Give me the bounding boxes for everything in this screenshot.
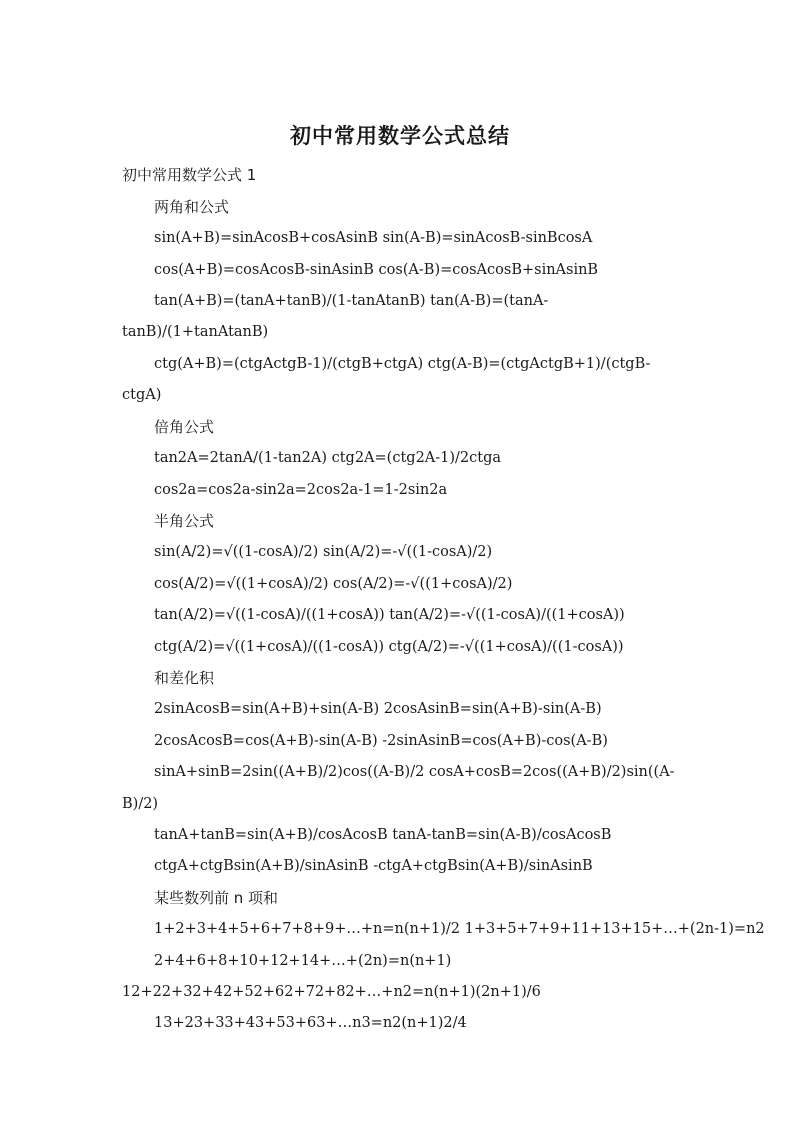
formula-line: 13+23+33+43+53+63+…n3=n2(n+1)2/4: [154, 1015, 467, 1031]
formula-line: 2sinAcosB=sin(A+B)+sin(A-B) 2cosAsinB=sin(A+B)-sin(A-B): [154, 701, 602, 717]
formula-line-continued: tanB)/(1+tanAtanB): [122, 324, 269, 340]
subheading-series-sums: 某些数列前 n 项和: [154, 889, 279, 907]
subheading-sum-to-product: 和差化积: [154, 669, 215, 687]
formula-line: tan(A+B)=(tanA+tanB)/(1-tanAtanB) tan(A-B)=(tanA-: [154, 293, 549, 309]
formula-line: sin(A/2)=√((1-cosA)/2) sin(A/2)=-√((1-cosA)/2): [154, 544, 493, 560]
formula-line: 2+4+6+8+10+12+14+…+(2n)=n(n+1): [154, 953, 452, 969]
formula-line: tanA+tanB=sin(A+B)/cosAcosB tanA-tanB=sin(A-B)/cosAcosB: [154, 827, 612, 843]
formula-line: ctg(A+B)=(ctgActgB-1)/(ctgB+ctgA) ctg(A-B)=(ctgActgB+1)/(ctgB-: [154, 356, 651, 372]
formula-line: sin(A+B)=sinAcosB+cosAsinB sin(A-B)=sinAcosB-sinBcosA: [154, 230, 593, 246]
subheading-sum-formulas: 两角和公式: [154, 198, 230, 216]
formula-line: tan(A/2)=√((1-cosA)/((1+cosA)) tan(A/2)=-√((1-cosA)/((1+cosA)): [154, 607, 625, 623]
formula-line-continued: ctgA): [122, 387, 162, 403]
subheading-half-angle: 半角公式: [154, 512, 215, 530]
formula-line: ctgA+ctgBsin(A+B)/sinAsinB -ctgA+ctgBsin(A+B)/sinAsinB: [154, 858, 593, 874]
formula-line: 1+2+3+4+5+6+7+8+9+…+n=n(n+1)/2 1+3+5+7+9+11+13+15+…+(2n-1)=n2: [154, 921, 765, 937]
formula-line: 12+22+32+42+52+62+72+82+…+n2=n(n+1)(2n+1)/6: [122, 984, 541, 1000]
section-title: 初中常用数学公式 1: [122, 166, 257, 184]
formula-line: tan2A=2tanA/(1-tan2A) ctg2A=(ctg2A-1)/2ctga: [154, 450, 502, 466]
formula-line-continued: B)/2): [122, 796, 159, 812]
subheading-double-angle: 倍角公式: [154, 418, 215, 436]
formula-line: 2cosAcosB=cos(A+B)-sin(A-B) -2sinAsinB=cos(A+B)-cos(A-B): [154, 733, 608, 749]
formula-line: cos(A+B)=cosAcosB-sinAsinB cos(A-B)=cosAcosB+sinAsinB: [154, 262, 599, 278]
formula-line: ctg(A/2)=√((1+cosA)/((1-cosA)) ctg(A/2)=-√((1+cosA)/((1-cosA)): [154, 639, 624, 655]
formula-line: sinA+sinB=2sin((A+B)/2)cos((A-B)/2 cosA+cosB=2cos((A+B)/2)sin((A-: [154, 764, 675, 780]
formula-line: cos(A/2)=√((1+cosA)/2) cos(A/2)=-√((1+cosA)/2): [154, 576, 513, 592]
formula-line: cos2a=cos2a-sin2a=2cos2a-1=1-2sin2a: [154, 482, 448, 498]
document-title: 初中常用数学公式总结: [290, 124, 510, 148]
